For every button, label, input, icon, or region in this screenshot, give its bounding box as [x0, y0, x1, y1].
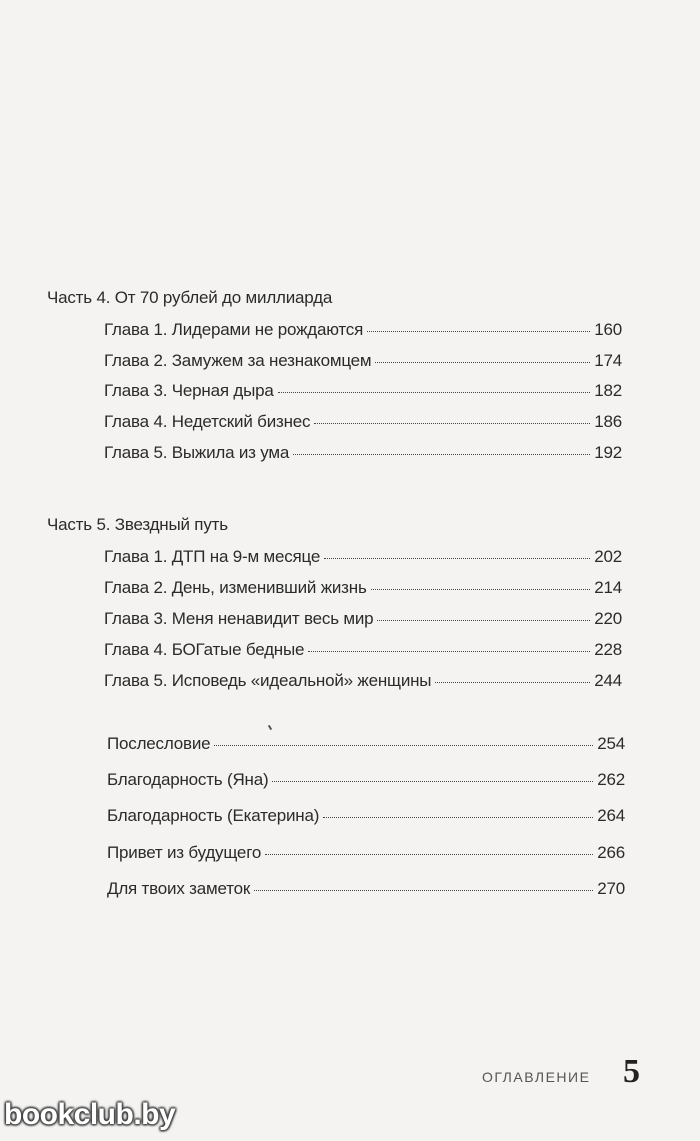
toc-entry-thanks-ekaterina[interactable] [107, 806, 625, 826]
toc-entry-page: 228 [594, 640, 622, 659]
part-4-title: Часть 4. От 70 рублей до миллиарда [47, 288, 333, 307]
toc-entry-label: Глава 5. Выжила из ума [104, 443, 290, 462]
toc-entry-part5-ch4[interactable] [104, 640, 622, 660]
toc-entry-label: Глава 2. День, изменивший жизнь [104, 578, 367, 597]
toc-entry-page: 202 [594, 547, 622, 566]
toc-entry-page: 254 [597, 734, 625, 753]
toc-entry-hello-future[interactable] [107, 843, 625, 863]
dot-leader [324, 558, 590, 559]
dot-leader [435, 682, 590, 683]
dot-leader [371, 589, 591, 590]
print-speck [268, 725, 272, 730]
toc-entry-label: Благодарность (Екатерина) [107, 806, 320, 825]
toc-entry-page: 214 [594, 578, 622, 597]
toc-entry-part4-ch1[interactable] [104, 320, 622, 340]
toc-entry-afterword[interactable] [107, 734, 625, 754]
toc-entry-label: Глава 1. Лидерами не рождаются [104, 320, 364, 339]
toc-entry-page: 160 [594, 320, 622, 339]
toc-entry-page: 186 [594, 412, 622, 431]
toc-entry-label: Для твоих заметок [107, 879, 251, 898]
toc-entry-label: Послесловие [107, 734, 211, 753]
dot-leader [375, 362, 590, 363]
dot-leader [314, 423, 590, 424]
toc-entry-page: 174 [594, 351, 622, 370]
toc-entry-part4-ch5[interactable] [104, 443, 622, 463]
toc-entry-page: 192 [594, 443, 622, 462]
toc-entry-label: Глава 5. Исповедь «идеальной» женщины [104, 671, 432, 690]
dot-leader [323, 817, 593, 818]
toc-entry-part4-ch4[interactable] [104, 412, 622, 432]
toc-entry-page: 220 [594, 609, 622, 628]
toc-entry-part5-ch2[interactable] [104, 578, 622, 598]
toc-entry-label: Глава 1. ДТП на 9-м месяце [104, 547, 321, 566]
dot-leader [367, 331, 590, 332]
toc-entry-part5-ch1[interactable] [104, 547, 622, 567]
toc-entry-page: 244 [594, 671, 622, 690]
toc-entry-page: 266 [597, 843, 625, 862]
site-watermark: bookclub.by [4, 1098, 176, 1131]
toc-entry-part4-ch3[interactable] [104, 381, 622, 401]
dot-leader [272, 781, 593, 782]
toc-entry-page: 182 [594, 381, 622, 400]
toc-entry-label: Глава 3. Черная дыра [104, 381, 274, 400]
toc-entry-label: Глава 2. Замужем за незнакомцем [104, 351, 372, 370]
toc-entry-page: 262 [597, 770, 625, 789]
dot-leader [377, 620, 590, 621]
dot-leader [278, 392, 591, 393]
dot-leader [293, 454, 590, 455]
page-number: 5 [623, 1053, 640, 1090]
dot-leader [214, 745, 593, 746]
part-5-title: Часть 5. Звездный путь [47, 515, 228, 534]
toc-entry-label: Благодарность (Яна) [107, 770, 269, 789]
toc-entry-label: Глава 4. БОГатые бедные [104, 640, 305, 659]
toc-entry-part5-ch5[interactable] [104, 671, 622, 691]
running-footer-section: ОГЛАВЛЕНИЕ [482, 1069, 591, 1085]
toc-entry-label: Глава 4. Недетский бизнес [104, 412, 311, 431]
toc-entry-page: 270 [597, 879, 625, 898]
toc-entry-page: 264 [597, 806, 625, 825]
dot-leader [265, 854, 593, 855]
toc-entry-label: Привет из будущего [107, 843, 262, 862]
toc-entry-part4-ch2[interactable] [104, 351, 622, 371]
dot-leader [308, 651, 590, 652]
toc-entry-thanks-yana[interactable] [107, 770, 625, 790]
toc-entry-label: Глава 3. Меня ненавидит весь мир [104, 609, 374, 628]
toc-entry-part5-ch3[interactable] [104, 609, 622, 629]
toc-entry-notes[interactable] [107, 879, 625, 899]
dot-leader [254, 890, 593, 891]
